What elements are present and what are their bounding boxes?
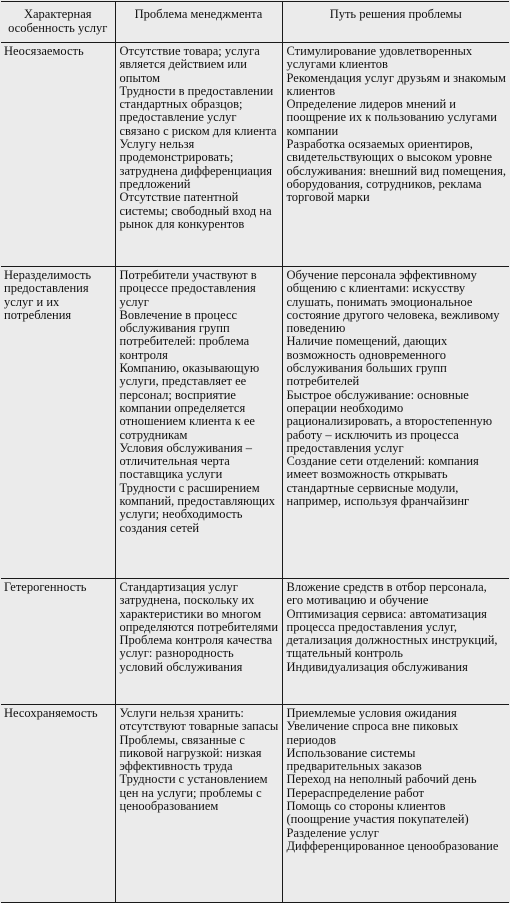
- problem-item: Компанию, оказывающую услуги, представляет ее персонал; восприятие компании определяется отношением клиента к ее сотрудникам: [119, 361, 260, 442]
- problem-item: Услуги нельзя хранить: отсутствуют товарные запасы: [119, 706, 279, 734]
- feature-cell: Гетерогенность: [1, 579, 115, 705]
- problem-item: Услугу нельзя продемонстрировать; затруднена дифференциация предложений: [119, 137, 273, 191]
- feature-cell: Несохраняемость: [1, 705, 115, 903]
- problem-item: Проблемы, связанные с пиковой нагрузкой: низкая эффективность труда: [119, 732, 262, 774]
- solution-item: Рекомендация услуг друзьям и знакомым клиентов: [286, 70, 506, 98]
- solution-item: Увеличение спроса вне пиковых периодов: [286, 719, 459, 747]
- services-table: [1, 1, 509, 903]
- solution-item: Быстрое обслуживание: основные операции необходимо рационализировать, а второстепенную работу – исключить из процесса предоставления услуг: [286, 387, 493, 455]
- problems-cell: [115, 579, 282, 705]
- solutions-cell: [282, 579, 509, 705]
- header-problem: Проблема менеджмента: [115, 2, 282, 43]
- solution-item: Определение лидеров мнений и поощрение их к пользованию услугами компании: [286, 97, 497, 138]
- table-row: [1, 579, 509, 705]
- problem-item: Условия обслуживания – отличительная черта поставщика услуги: [119, 440, 252, 482]
- solution-item: Индивидуализация обслуживания: [286, 659, 468, 674]
- header-solution: Путь решения проблемы: [282, 2, 509, 43]
- problem-item: Трудности с расширением компаний, предоставляющих услуги; необходимость создания сетей: [119, 480, 275, 535]
- problem-item: Вовлечение в процесс обслуживания групп потребителей: проблема контроля: [119, 307, 250, 362]
- header-row: [1, 2, 509, 43]
- table-row: [1, 267, 509, 579]
- solution-item: Разработка осязаемых ориентиров, свидетельствующих о высоком уровне обслуживания: внешний вид помещения, оборудования, сотрудников, реклама торговой марки: [286, 137, 506, 205]
- problem-item: Трудности в предоставлении стандартных образцов; предоставление услуг связано с риском для клиента: [119, 83, 277, 138]
- solution-item: Приемлемые условия ожидания: [286, 706, 457, 720]
- solution-item: Дифференцированное ценообразование: [286, 838, 499, 853]
- solutions-cell: [282, 267, 509, 579]
- solution-item: Создание сети отделений: компания имеет возможность открывать стандартные сервисные модули, например, используя франчайзинг: [286, 454, 479, 509]
- header-feature: Характерная особенность услуг: [1, 2, 115, 43]
- problems-cell: [115, 267, 282, 579]
- solution-item: Стимулирование удовлетворенных услугами клиентов: [286, 44, 473, 72]
- problems-cell: [115, 705, 282, 903]
- table-row: [1, 43, 509, 267]
- solution-item: Наличие помещений, дающих возможность одновременного обслуживания больших групп потребителей: [286, 334, 448, 389]
- solution-item: Вложение средств в отбор персонала, его мотивацию и обучение: [286, 580, 487, 608]
- problem-item: Трудности с установлением цен на услуги; проблемы с ценообразованием: [119, 772, 268, 814]
- problem-item: Потребители участвуют в процессе предоставления услуг: [119, 268, 257, 309]
- problem-item: Отсутствие товара; услуга является действием или опытом: [119, 44, 260, 85]
- table-row: [1, 705, 509, 903]
- problem-item: Стандартизация услуг затруднена, поскольку их характеристики во многом определяются потребителями: [119, 580, 279, 634]
- feature-cell: Неразделимость предоставления услуг и их потребления: [1, 267, 115, 579]
- solutions-cell: [282, 43, 509, 267]
- problem-item: Отсутствие патентной системы; свободный вход на рынок для конкурентов: [119, 190, 272, 231]
- solutions-cell: [282, 705, 509, 903]
- problems-cell: [115, 43, 282, 267]
- solution-item: Перераспределение работ: [286, 785, 424, 800]
- solution-item: Обучение персонала эффективному общению с клиентами: искусству слушать, понимать эмоциональное состояние другого человека, вежливому поведению: [286, 268, 500, 336]
- solution-item: Переход на неполный рабочий день: [286, 772, 477, 787]
- solution-item: Помощь со стороны клиентов (поощрение участия покупателей): [286, 799, 469, 827]
- solution-item: Разделение услуг: [286, 825, 379, 840]
- solution-item: Оптимизация сервиса: автоматизация процесса предоставления услуг, детализация должностных инструкций, тщательный контроль: [286, 606, 498, 661]
- problem-item: Проблема контроля качества услуг: разнородность условий обслуживания: [119, 633, 273, 674]
- solution-item: Использование системы предварительных заказов: [286, 745, 422, 774]
- feature-cell: Неосязаемость: [1, 43, 115, 267]
